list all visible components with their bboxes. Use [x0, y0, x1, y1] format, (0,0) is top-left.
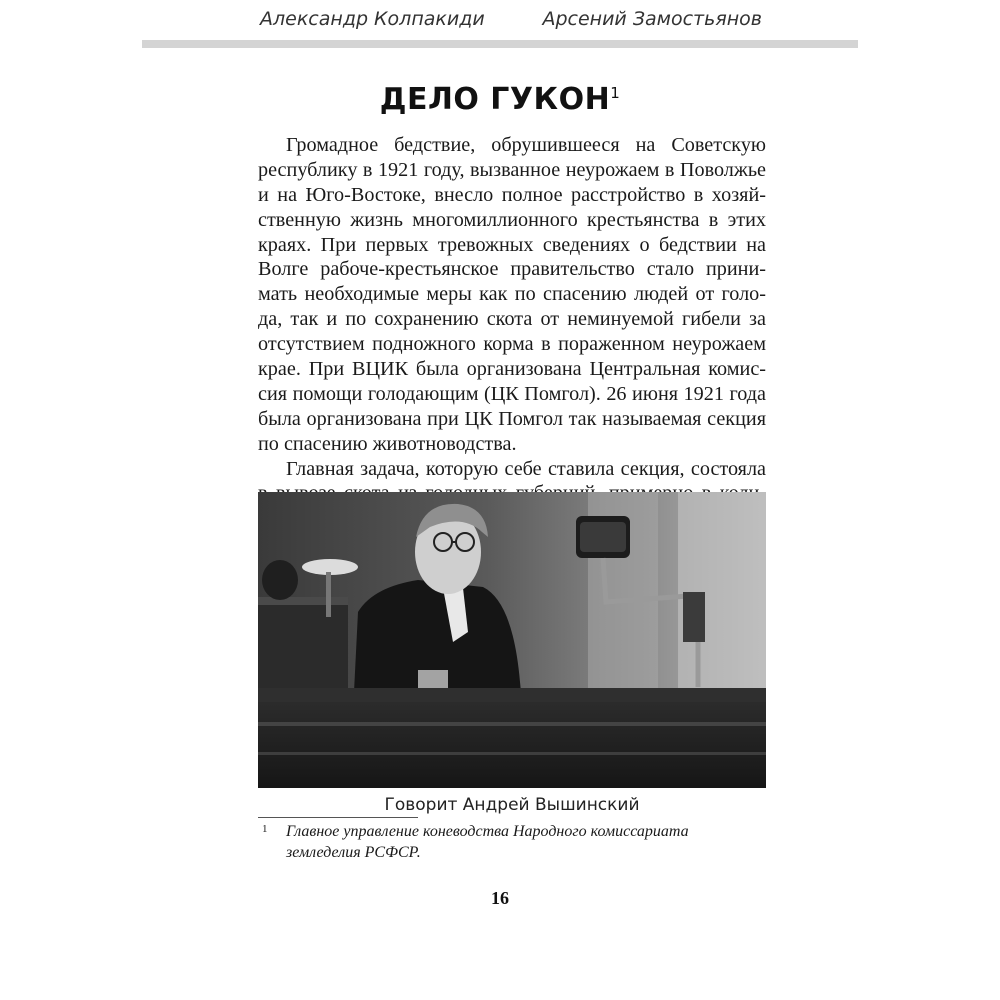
- body-line: ственную жизнь многомиллионного крестьянства в этих: [258, 208, 766, 231]
- body-line: и на Юго-Востоке, внесло полное расстройство в хозяй-: [258, 183, 766, 206]
- page-number: 16: [491, 888, 509, 908]
- body-line: крае. При ВЦИК была организована Центральная комис-: [258, 358, 766, 381]
- body-text: [258, 133, 766, 506]
- body-line: краях. При первых тревожных сведениях о бедствии на: [258, 233, 766, 256]
- header-author-right: Арсений Замостьянов: [542, 8, 762, 30]
- body-line: Громадное бедствие, обрушившееся на Советскую: [286, 134, 766, 156]
- body-line: да, так и по сохранению скота от неминуемой гибели за: [258, 308, 766, 331]
- photo-illustration: [258, 492, 766, 788]
- body-line: по спасению животноводства.: [258, 432, 517, 455]
- body-line: Главная задача, которую себе ставила секция, состояла: [286, 457, 766, 480]
- footnote: [262, 821, 762, 863]
- body-line: отсутствием подножного корма в пораженном неурожаем: [258, 333, 766, 356]
- body-line: была организована при ЦК Помгол так называемая секция: [258, 407, 766, 430]
- footnote-rule: [258, 817, 418, 818]
- body-line: мать необходимые меры как по спасению людей от голо-: [258, 283, 766, 306]
- chapter-footnote-ref: 1: [610, 84, 621, 102]
- chapter-title-text: ДЕЛО ГУКОН: [379, 82, 611, 117]
- footnote-line: Главное управление коневодства Народного комиссариата: [286, 823, 689, 840]
- footnote-line: земледелия РСФСР.: [286, 844, 421, 861]
- chapter-title: [0, 82, 1000, 117]
- footnote-mark: 1: [262, 823, 268, 835]
- body-line: Волге рабоче-крестьянское правительство стало прини-: [258, 258, 766, 281]
- header-rule: [142, 40, 858, 48]
- header-author-left: Александр Колпакиди: [260, 8, 485, 30]
- running-header: [142, 6, 858, 36]
- body-line: сия помощи голодающим (ЦК Помгол). 26 июня 1921 года: [258, 382, 766, 405]
- photo-caption: Говорит Андрей Вышинский: [384, 795, 640, 815]
- body-line: республику в 1921 году, вызванное неурожаем в Поволжье: [258, 158, 766, 181]
- photo-speaker-at-podium: [258, 492, 766, 788]
